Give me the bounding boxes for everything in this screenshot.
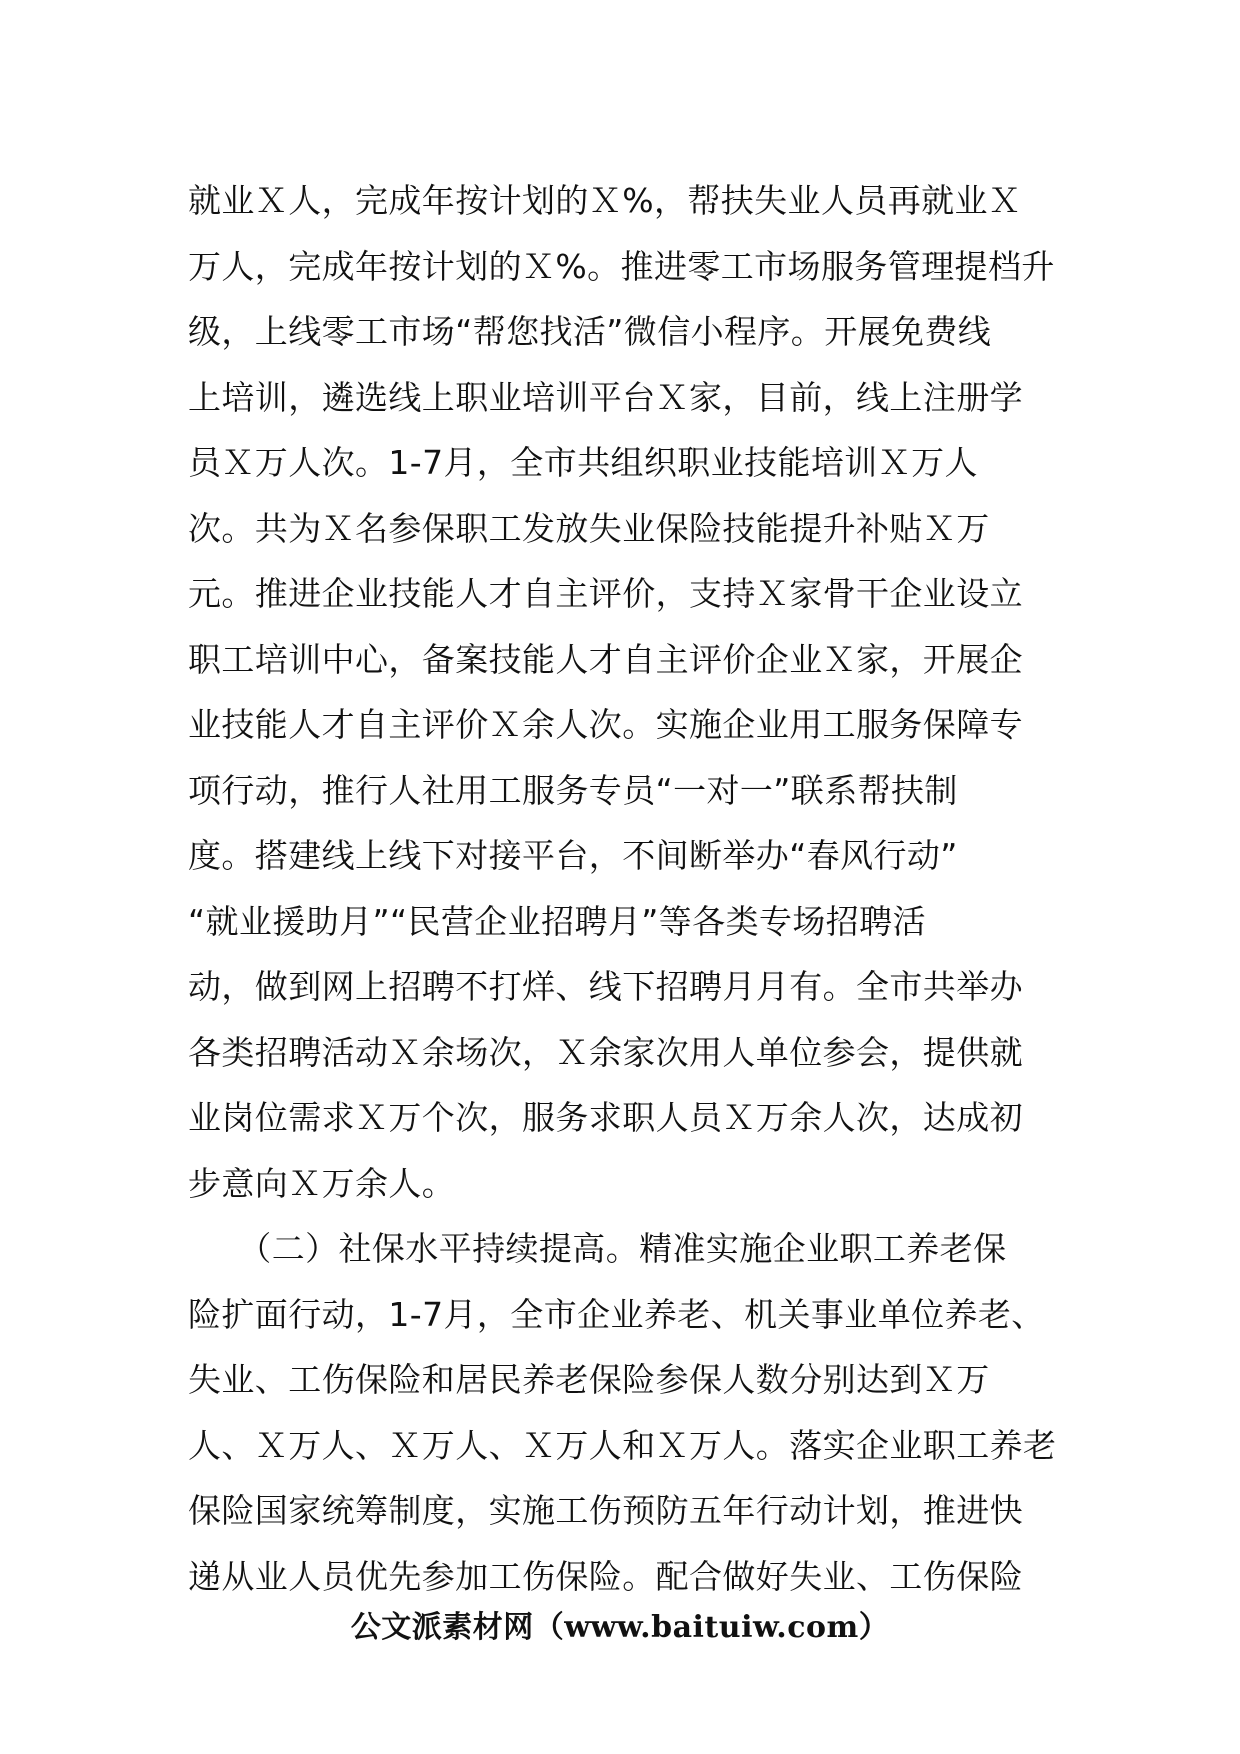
text-line: 业技能人才自主评价Ｘ余人次。实施企业用工服务保障专 — [188, 705, 1023, 744]
text-line: 元。推进企业技能人才自主评价，支持Ｘ家骨干企业设立 — [188, 574, 1023, 613]
text-line: 递从业人员优先参加工伤保险。配合做好失业、工伤保险 — [188, 1556, 1023, 1596]
text-line: 步意向Ｘ万余人。 — [188, 1163, 456, 1203]
text-line: 员Ｘ万人次。1-7月，全市共组织职业技能培训Ｘ万人 — [188, 443, 978, 482]
text-line: 保险国家统筹制度，实施工伤预防五年行动计划，推进快 — [188, 1491, 1023, 1530]
footer-watermark: 公文派素材网（www.baituiw.com） — [350, 1610, 890, 1645]
text-line: 级，上线零工市场“帮您找活”微信小程序。开展免费线 — [188, 312, 992, 351]
text-line: “就业援助月”“民营企业招聘月”等各类专场招聘活 — [188, 901, 926, 941]
text-line: 业岗位需求Ｘ万个次，服务求职人员Ｘ万余人次，达成初 — [188, 1098, 1023, 1137]
text-line: 度。搭建线上线下对接平台，不间断举办“春风行动” — [188, 836, 958, 875]
body-text — [188, 168, 1058, 1609]
text-line: 险扩面行动，1-7月，全市企业养老、机关事业单位养老、 — [188, 1294, 1045, 1334]
text-line: 人、Ｘ万人、Ｘ万人、Ｘ万人和Ｘ万人。落实企业职工养老 — [188, 1425, 1057, 1465]
text-line: 就业Ｘ人，完成年按计划的Ｘ%，帮扶失业人员再就业Ｘ — [188, 181, 1022, 220]
text-line: 上培训，遴选线上职业培训平台Ｘ家，目前，线上注册学 — [188, 377, 1023, 417]
text-line: 项行动，推行人社用工服务专员“一对一”联系帮扶制 — [188, 770, 958, 810]
text-line: 动，做到网上招聘不打烊、线下招聘月月有。全市共举办 — [188, 967, 1023, 1006]
text-line: 失业、工伤保险和居民养老保险参保人数分别达到Ｘ万 — [188, 1360, 990, 1399]
text-line: 职工培训中心，备案技能人才自主评价企业Ｘ家，开展企 — [188, 639, 1023, 679]
text-line: 各类招聘活动Ｘ余场次，Ｘ余家次用人单位参会，提供就 — [188, 1032, 1023, 1072]
text-line: 万人，完成年按计划的Ｘ%。推进零工市场服务管理提档升 — [188, 246, 1055, 286]
section-heading-line: （二）社保水平持续提高。精准实施企业职工养老保 — [188, 1229, 1007, 1268]
text-line: 次。共为Ｘ名参保职工发放失业保险技能提升补贴Ｘ万 — [188, 508, 990, 548]
